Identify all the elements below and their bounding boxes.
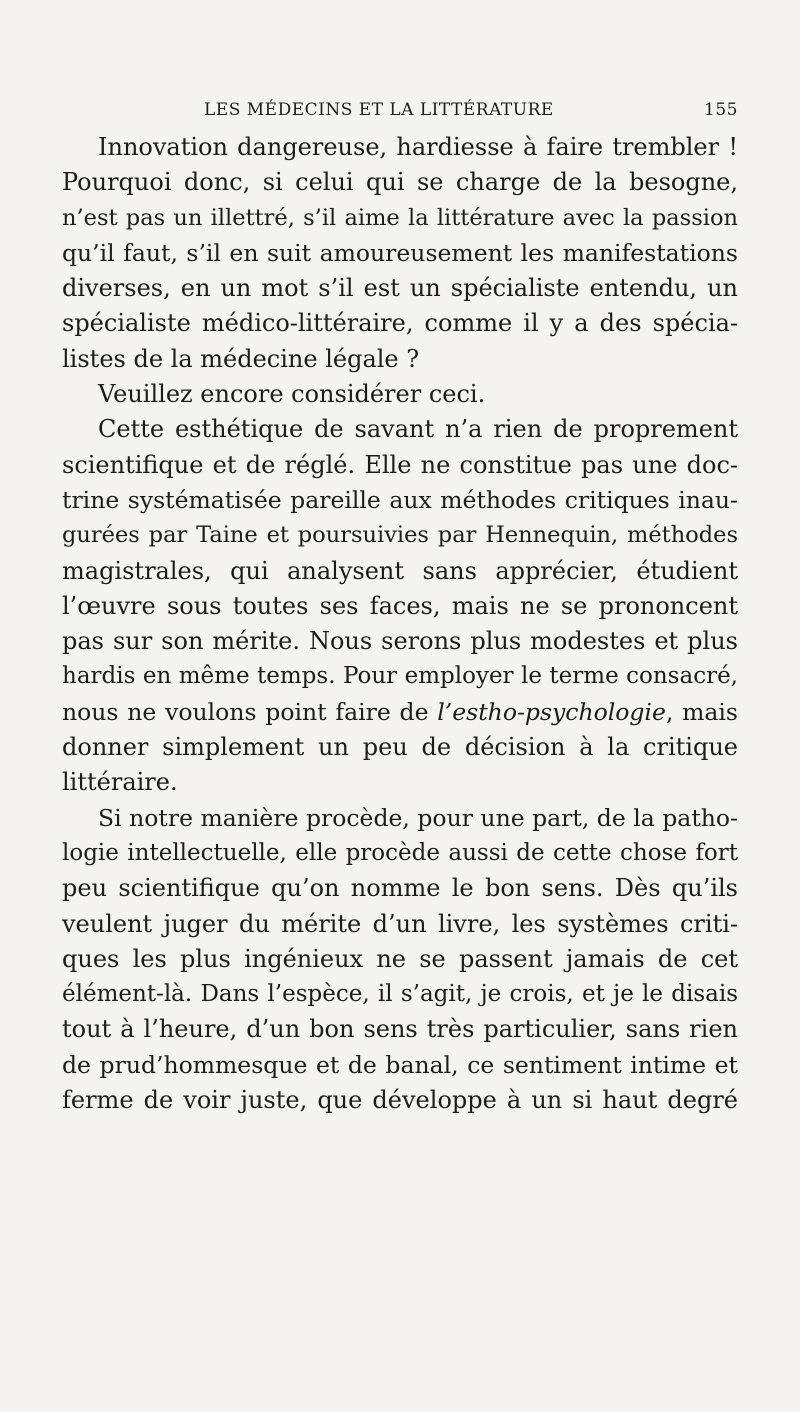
text-line: spécialiste médico-littéraire, comme il y a des spécia- bbox=[62, 309, 738, 338]
text-line: pas sur son mérite. Nous serons plus modestes et plus bbox=[62, 627, 738, 656]
text-line: littéraire. bbox=[62, 768, 178, 797]
running-header bbox=[62, 100, 738, 130]
text-line: de prud’hommesque et de banal, ce sentiment intime et bbox=[62, 1050, 738, 1079]
italic-term: l’estho-psychologie bbox=[437, 697, 666, 726]
text-line: Cette esthétique de savant n’a rien de proprement bbox=[98, 415, 738, 444]
text-line: magistrales, qui analysent sans apprécier, étudient bbox=[62, 556, 738, 585]
text-line: scientifique et de réglé. Elle ne constitue pas une doc- bbox=[62, 450, 738, 479]
text-line: tout à l’heure, d’un bon sens très particulier, sans rien bbox=[62, 1015, 738, 1044]
text-line: trine systématisée pareille aux méthodes critiques inau- bbox=[62, 485, 738, 514]
text-line: donner simplement un peu de décision à la critique bbox=[62, 733, 738, 762]
text-line: peu scientifique qu’on nomme le bon sens. Dès qu’ils bbox=[62, 874, 738, 903]
text-line: Innovation dangereuse, hardiesse à faire trembler ! bbox=[98, 133, 738, 161]
body-text bbox=[62, 130, 738, 1118]
text-line: Si notre manière procède, pour une part, de la patho- bbox=[98, 803, 738, 832]
text-line: listes de la médecine légale ? bbox=[62, 344, 420, 373]
text-segment: nous ne voulons point faire de bbox=[62, 697, 438, 726]
text-line: élément-là. Dans l’espèce, il s’agit, je crois, et je le disais bbox=[62, 981, 738, 1008]
text-line: gurées par Taine et poursuivies par Hennequin, méthodes bbox=[62, 522, 738, 549]
running-title: LES MÉDECINS ET LA LITTÉRATURE bbox=[204, 100, 554, 120]
text-line: ferme de voir juste, que développe à un si haut degré bbox=[62, 1086, 738, 1115]
page-number: 155 bbox=[704, 100, 738, 120]
text-line: Pourquoi donc, si celui qui se charge de la besogne, bbox=[62, 168, 738, 197]
text-line: hardis en même temps. Pour employer le terme consacré, bbox=[62, 663, 738, 690]
text-line: n’est pas un illettré, s’il aime la littérature avec la passion bbox=[62, 204, 738, 231]
text-line: l’œuvre sous toutes ses faces, mais ne se prononcent bbox=[62, 591, 738, 620]
text-segment: , mais bbox=[665, 697, 738, 726]
text-line: veulent juger du mérite d’un livre, les systèmes criti- bbox=[62, 909, 738, 938]
text-line: diverses, en un mot s’il est un spécialiste entendu, un bbox=[62, 274, 738, 303]
text-line: logie intellectuelle, elle procède aussi de cette chose fort bbox=[62, 839, 738, 866]
text-line: ques les plus ingénieux ne se passent jamais de cet bbox=[62, 944, 738, 973]
text-line: Veuillez encore considérer ceci. bbox=[98, 380, 486, 409]
text-line: qu’il faut, s’il en suit amoureusement les manifestations bbox=[62, 238, 738, 267]
text-line-with-italic bbox=[62, 695, 738, 730]
